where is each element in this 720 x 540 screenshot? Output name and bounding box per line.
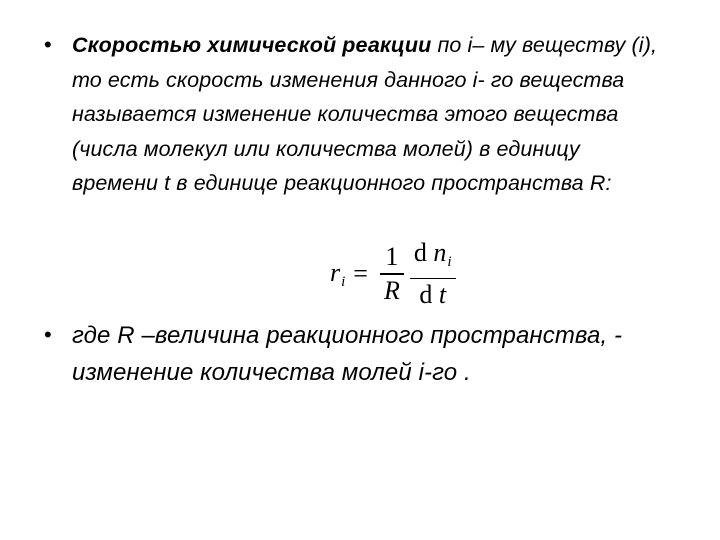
fraction-dn-over-dt [410, 237, 456, 312]
fraction-one-over-r [380, 241, 404, 307]
bullet-point-icon: • [44, 322, 52, 347]
bullet-item-explanation [44, 318, 664, 391]
fraction-numerator: 1 [385, 242, 399, 272]
formula-equals: = [353, 259, 368, 288]
defined-term: Скоростью химической реакции [72, 33, 432, 57]
fraction-denominator: R [383, 275, 400, 305]
bullet-item-definition [44, 28, 664, 201]
definition-text: по i– му веществу (i), то есть скорость изменения данного i- го вещества называется изменение количества этого вещества (числа молекул или количества молей) в единицу времени t в единице реакционного пространства R: [72, 33, 658, 195]
bullet-text [72, 28, 664, 201]
bullet-text: где R –величина реакционного пространства, - изменение количества молей i-го . [72, 322, 623, 386]
fraction-denominator: d t [419, 280, 447, 310]
rate-formula [330, 236, 456, 312]
formula-lhs: $r_i$ [330, 257, 346, 290]
fraction-numerator: d $n_i$ [413, 237, 452, 270]
bullet-point-icon: • [44, 32, 52, 57]
